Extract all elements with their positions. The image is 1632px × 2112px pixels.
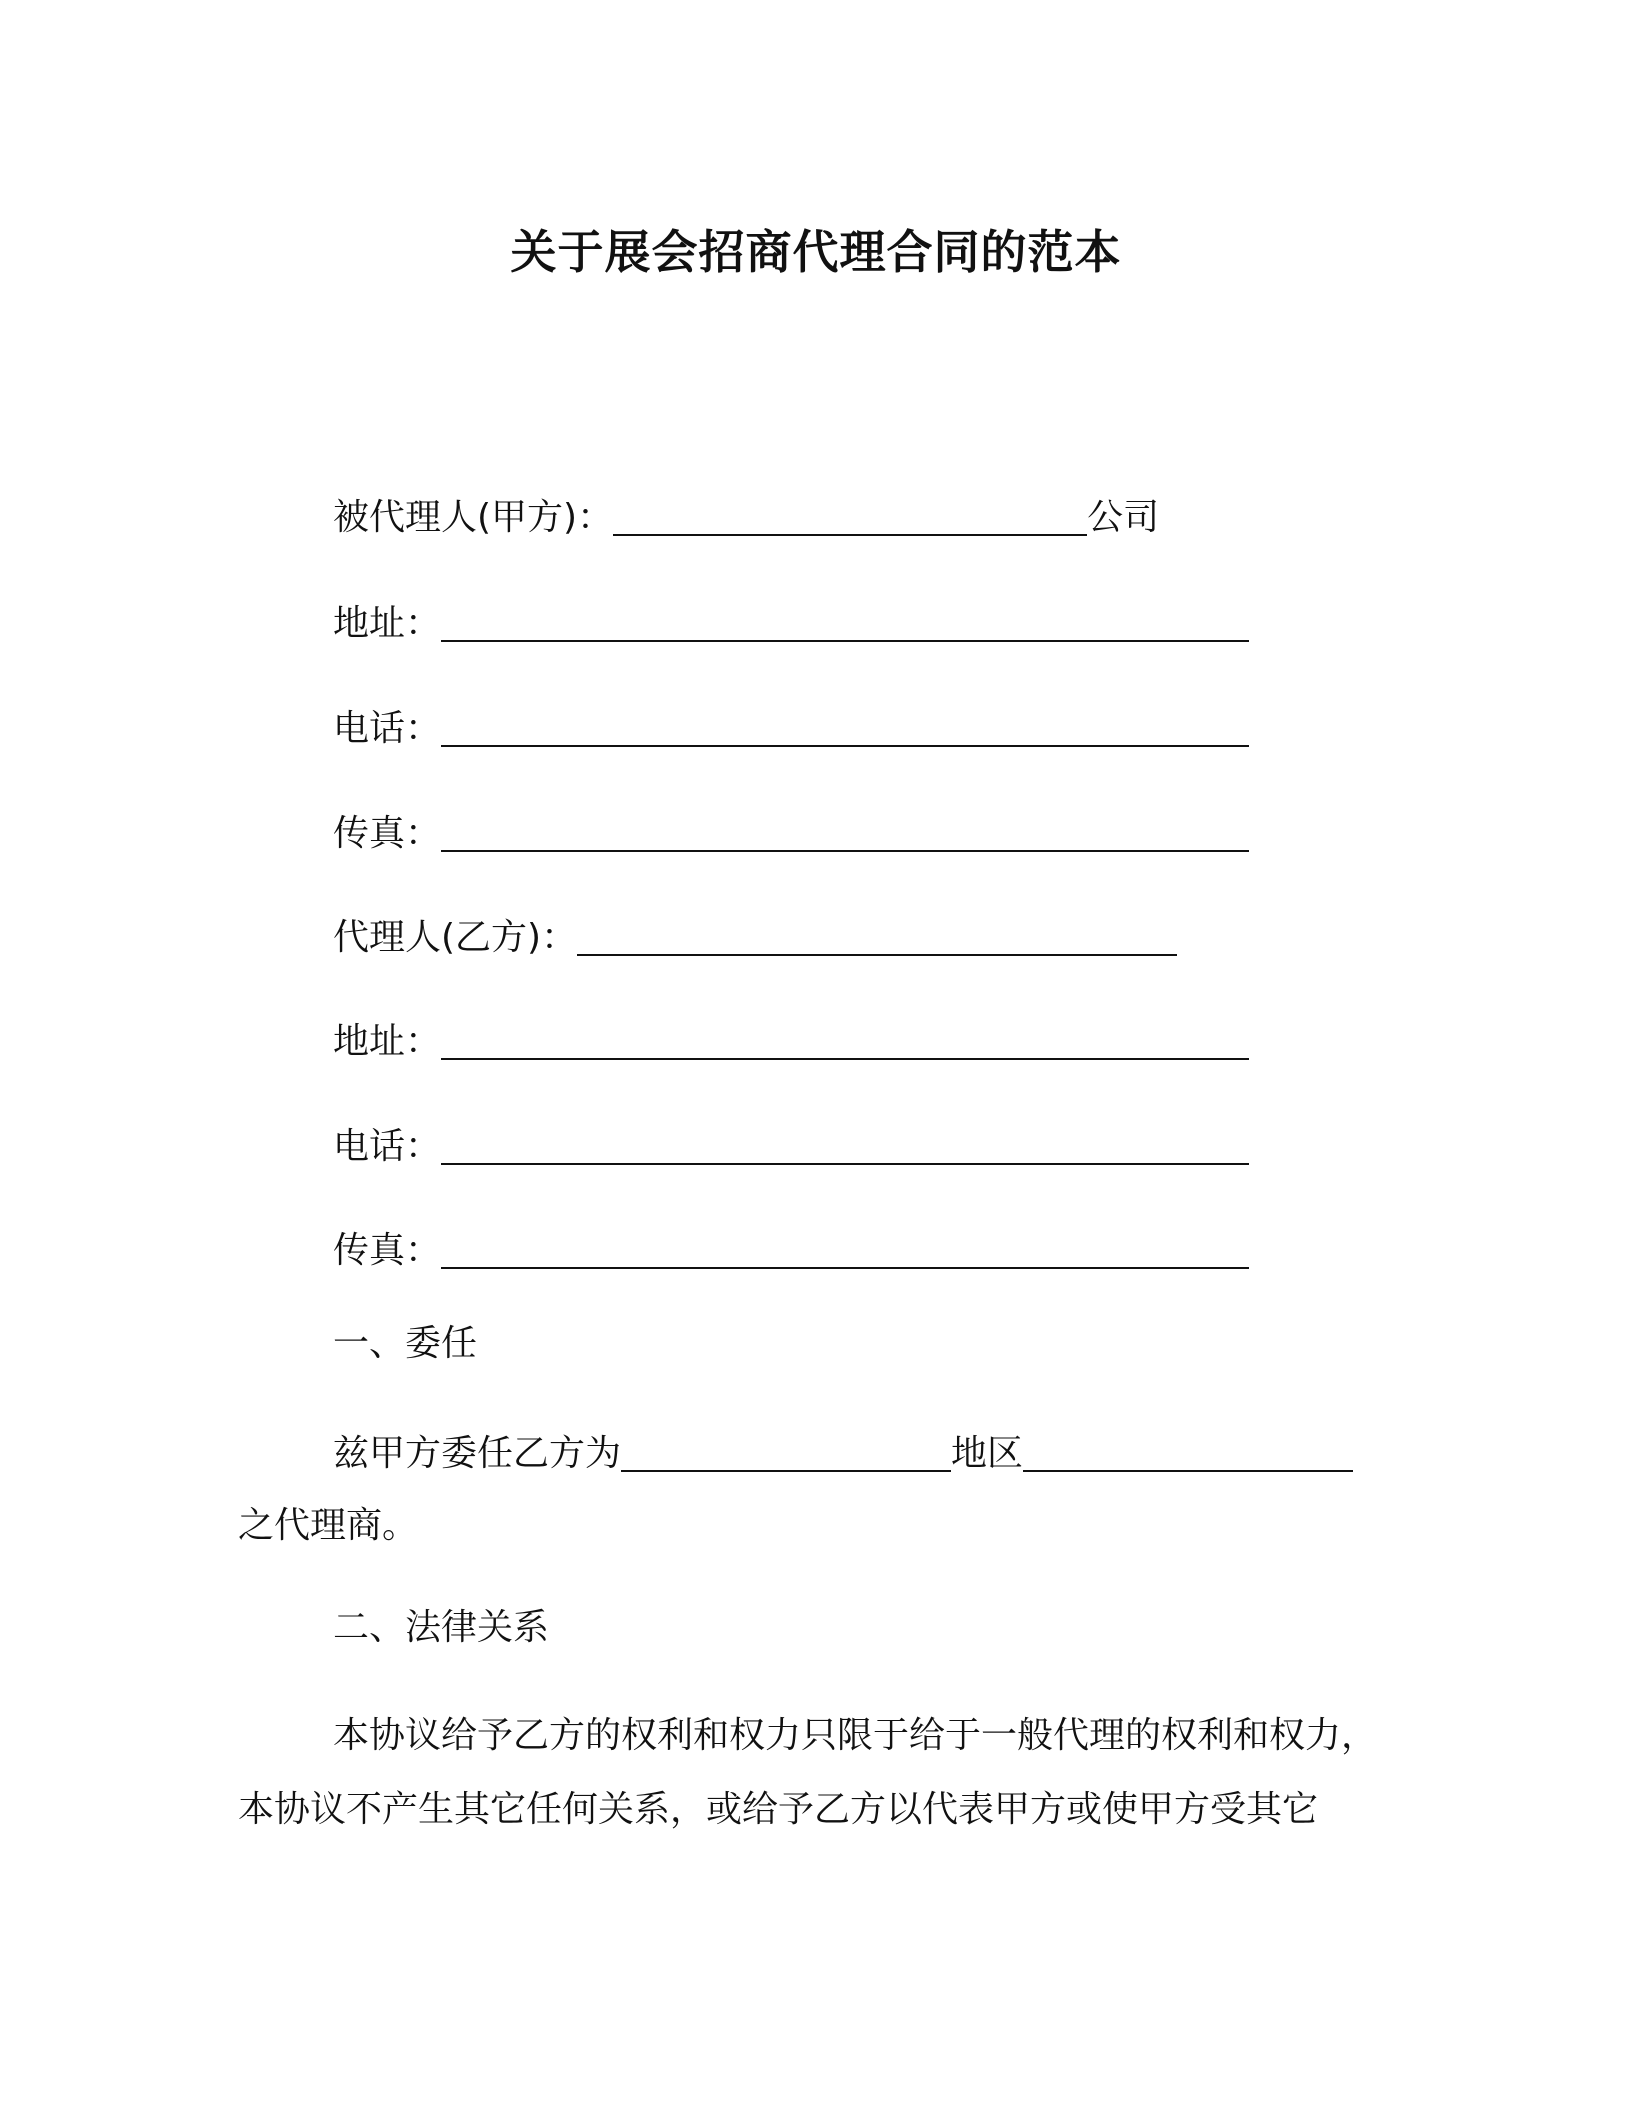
section-1-region-blank-2[interactable] — [1023, 1440, 1353, 1472]
party-b-address-row — [333, 1018, 1249, 1066]
party-a-phone-row — [333, 705, 1249, 753]
section-1-region-blank-1[interactable] — [621, 1440, 951, 1472]
section-2-line-2: 本协议不产生其它任何关系，或给予乙方以代表甲方或使甲方受其它 — [238, 1789, 1319, 1830]
party-b-fax-row — [333, 1227, 1249, 1275]
party-a-fax-label: 传真： — [333, 813, 442, 854]
party-a-fax-blank[interactable] — [441, 820, 1249, 852]
party-b-label: 代理人(乙方)： — [333, 917, 578, 958]
section-1-heading: 一、委任 — [333, 1323, 478, 1364]
party-a-fax-row — [333, 810, 1249, 858]
section-1-line — [333, 1430, 1353, 1478]
party-a-label: 被代理人(甲方)： — [333, 497, 614, 538]
section-1-text-c: 之代理商。 — [238, 1505, 419, 1546]
party-a-address-blank[interactable] — [441, 610, 1249, 642]
party-b-name-blank[interactable] — [577, 924, 1177, 956]
party-b-fax-label: 传真： — [333, 1230, 442, 1271]
section-2-line-1: 本协议给予乙方的权利和权力只限于给于一般代理的权利和权力， — [333, 1715, 1378, 1756]
party-a-suffix: 公司 — [1087, 497, 1160, 538]
party-a-phone-label: 电话： — [333, 708, 442, 749]
party-b-phone-blank[interactable] — [441, 1133, 1249, 1165]
section-2-heading: 二、法律关系 — [333, 1607, 550, 1648]
party-b-address-label: 地址： — [333, 1021, 442, 1062]
party-a-address-label: 地址： — [333, 603, 442, 644]
party-b-phone-row — [333, 1123, 1249, 1171]
party-a-name-blank[interactable] — [613, 504, 1087, 536]
party-b-address-blank[interactable] — [441, 1028, 1249, 1060]
section-1-text-b: 地区 — [951, 1433, 1024, 1474]
document-title: 关于展会招商代理合同的范本 — [510, 225, 1122, 279]
section-1-text-a: 兹甲方委任乙方为 — [333, 1433, 622, 1474]
party-b-phone-label: 电话： — [333, 1126, 442, 1167]
party-a-phone-blank[interactable] — [441, 715, 1249, 747]
party-a-row — [333, 494, 1159, 542]
party-b-fax-blank[interactable] — [441, 1237, 1249, 1269]
party-a-address-row — [333, 600, 1249, 648]
party-b-row — [333, 914, 1177, 962]
